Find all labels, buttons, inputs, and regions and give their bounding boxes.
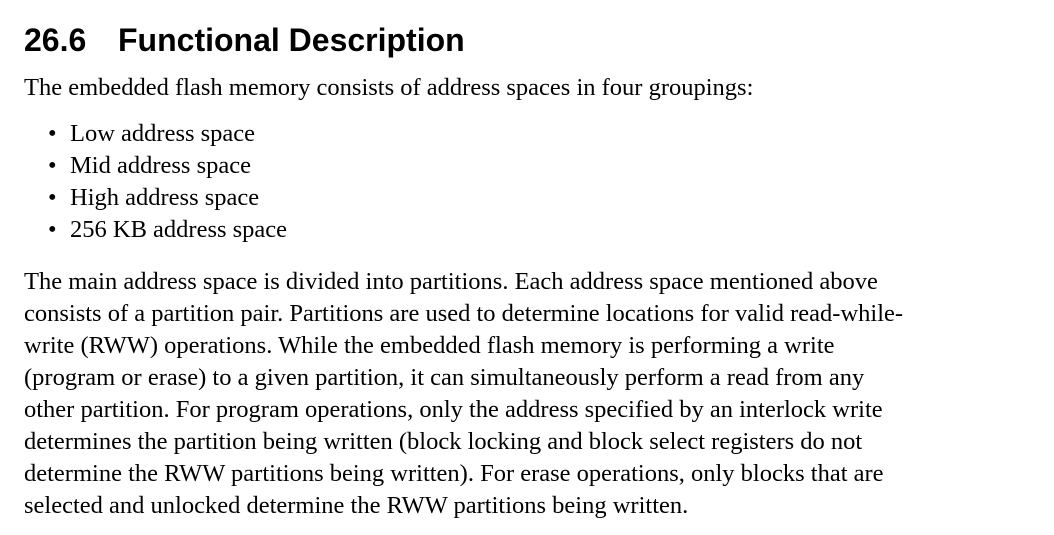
section-title: Functional Description	[118, 22, 465, 58]
address-space-list	[24, 118, 1046, 246]
paragraph-line: (program or erase) to a given partition, it can simultaneously perform a read from any	[24, 364, 865, 391]
section-number: 26.6	[24, 22, 87, 58]
paragraph-line: selected and unlocked determine the RWW partitions being written.	[24, 492, 689, 519]
bullet-icon: •	[48, 120, 57, 147]
paragraph-line: determine the RWW partitions being written). For erase operations, only blocks that are	[24, 460, 884, 487]
list-item	[24, 118, 1046, 150]
list-item-text: Mid address space	[70, 152, 251, 179]
bullet-icon: •	[48, 184, 57, 211]
bullet-icon: •	[48, 152, 57, 179]
paragraph-line: consists of a partition pair. Partitions are used to determine locations for valid read-while-	[24, 300, 904, 327]
section-heading	[24, 18, 1046, 62]
partition-paragraph	[24, 266, 1046, 522]
paragraph-line: write (RWW) operations. While the embedded flash memory is performing a write	[24, 332, 835, 359]
list-item-text: Low address space	[70, 120, 256, 147]
paragraph-line: The main address space is divided into partitions. Each address space mentioned above	[24, 268, 878, 295]
bullet-icon: •	[48, 216, 57, 243]
list-item	[24, 182, 1046, 214]
list-item-text: High address space	[70, 184, 260, 211]
list-item-text: 256 KB address space	[70, 216, 288, 243]
intro-text: The embedded flash memory consists of address spaces in four groupings:	[24, 74, 754, 101]
document-page	[24, 18, 1046, 522]
paragraph-line: determines the partition being written (block locking and block select registers do not	[24, 428, 863, 455]
paragraph-line: other partition. For program operations, only the address specified by an interlock write	[24, 396, 883, 423]
list-item	[24, 214, 1046, 246]
list-item	[24, 150, 1046, 182]
